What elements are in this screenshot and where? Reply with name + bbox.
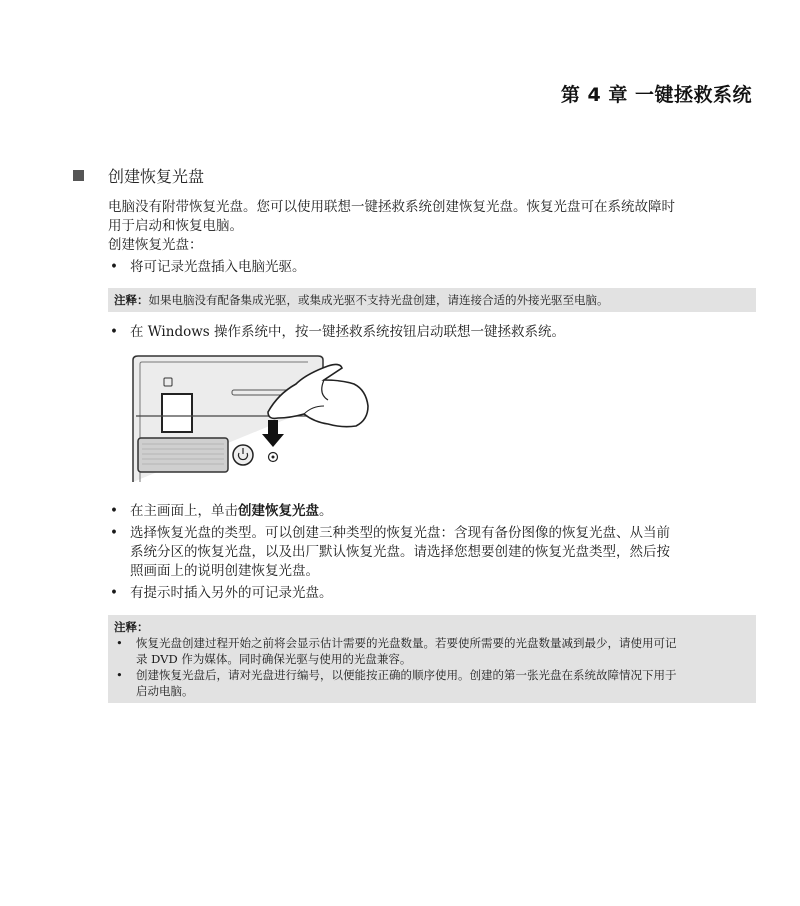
section-title: 创建恢复光盘 <box>108 167 205 186</box>
step-press-button <box>108 323 756 342</box>
bullet-dot: • <box>116 668 123 682</box>
bullet-dot: • <box>116 636 123 650</box>
chapter-title: 第 4 章 一键拯救系统 <box>560 84 752 106</box>
note-label: 注释： <box>114 620 149 634</box>
intro-line-1: 电脑没有附带恢复光盘。您可以使用联想一键拯救系统创建恢复光盘。恢复光盘可在系统故障时 <box>108 199 675 215</box>
note-label: 注释： <box>114 293 149 307</box>
note-item-line-1: 创建恢复光盘后，请对光盘进行编号，以便能按正确的顺序使用。创建的第一张光盘在系统故障情况下用于 <box>136 668 677 682</box>
step-text: 在 Windows 操作系统中，按一键拯救系统按钮启动联想一键拯救系统。 <box>130 324 565 340</box>
note-item-line-2: 录 DVD 作为媒体。同时确保光驱与使用的光盘兼容。 <box>136 652 412 666</box>
step-text-end: 。 <box>319 503 333 519</box>
intro-line-2: 用于启动和恢复电脑。 <box>108 218 243 234</box>
create-recovery-disc-emphasis: 创建恢复光盘 <box>238 503 319 519</box>
bullet-dot: • <box>110 525 118 541</box>
step-insert-disc <box>108 258 756 277</box>
step-text: 有提示时插入另外的可记录光盘。 <box>130 585 333 601</box>
step-text-line-1: 选择恢复光盘的类型。可以创建三种类型的恢复光盘：含现有备份图像的恢复光盘、从当前 <box>130 525 670 541</box>
content <box>108 198 756 703</box>
onekey-button-illustration <box>128 354 373 484</box>
step-text-line-2: 系统分区的恢复光盘，以及出厂默认恢复光盘。请选择您想要创建的恢复光盘类型，然后按 <box>130 544 670 560</box>
bullet-dot: • <box>110 503 118 519</box>
intro-line-3: 创建恢复光盘： <box>108 237 203 253</box>
note-item-1 <box>114 635 750 667</box>
note-box-2 <box>108 615 756 703</box>
bullet-dot: • <box>110 585 118 601</box>
note-box-1 <box>108 288 756 312</box>
note-item-line-2: 启动电脑。 <box>136 684 194 698</box>
note-item-2 <box>114 667 750 699</box>
note-item-line-1: 恢复光盘创建过程开始之前将会显示估计需要的光盘数量。若要使所需要的光盘数量减到最少，请使用可记 <box>136 636 677 650</box>
square-bullet-icon <box>73 170 84 181</box>
step-click-create <box>108 502 756 521</box>
step-select-type <box>108 524 756 581</box>
step-text: 将可记录光盘插入电脑光驱。 <box>130 259 306 275</box>
note-text: 如果电脑没有配备集成光驱，或集成光驱不支持光盘创建，请连接合适的外接光驱至电脑。 <box>148 293 609 307</box>
bullet-dot: • <box>110 324 118 340</box>
step-text-line-3: 照画面上的说明创建恢复光盘。 <box>130 563 319 579</box>
section-heading <box>73 164 204 187</box>
step-insert-another <box>108 584 756 603</box>
step-text: 在主画面上，单击 <box>130 503 238 519</box>
bullet-dot: • <box>110 259 118 275</box>
